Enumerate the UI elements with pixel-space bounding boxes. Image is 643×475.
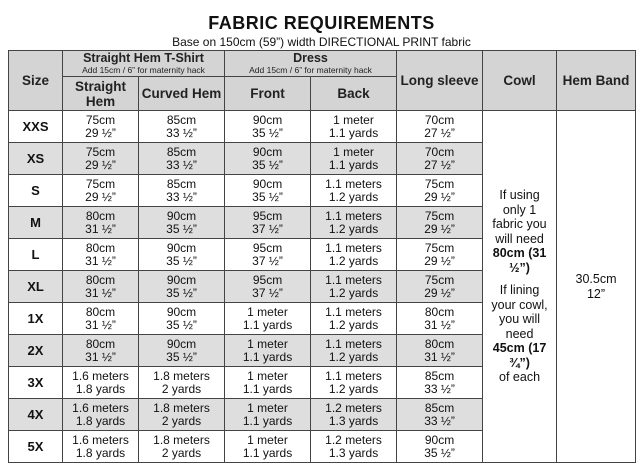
header-dress-group-label: Dress: [293, 51, 328, 65]
curved-hem-cell: [139, 399, 225, 431]
page-subtitle: Base on 150cm (59”) width DIRECTIONAL PRINT fabric: [172, 35, 471, 49]
back-cell: [311, 431, 397, 463]
curved-hem-primary: 90cm: [166, 208, 197, 223]
size-label: S: [9, 175, 63, 207]
back-secondary: 1.1 yards: [328, 125, 379, 140]
straight-hem-primary: 75cm: [85, 176, 116, 191]
size-label: XXS: [9, 111, 63, 143]
back-primary: 1.1 meters: [325, 272, 382, 287]
front-secondary: 1.1 yards: [242, 317, 293, 332]
straight-hem-secondary: 29 ½”: [85, 157, 116, 172]
front-primary: 90cm: [252, 144, 283, 159]
header-straight-hem: Straight Hem: [63, 77, 139, 111]
back-primary: 1.1 meters: [325, 240, 382, 255]
hem-band-cell: [557, 111, 636, 463]
curved-hem-cell: [139, 367, 225, 399]
back-primary: 1.1 meters: [325, 304, 382, 319]
curved-hem-secondary: 33 ½”: [166, 157, 197, 172]
straight-hem-primary: 80cm: [85, 208, 116, 223]
long-sleeve-secondary: 29 ½”: [424, 253, 455, 268]
long-sleeve-secondary: 29 ½”: [424, 189, 455, 204]
back-secondary: 1.2 yards: [328, 349, 379, 364]
back-secondary: 1.2 yards: [328, 221, 379, 236]
size-label: 1X: [9, 303, 63, 335]
front-secondary: 35 ½”: [252, 189, 283, 204]
long-sleeve-primary: 75cm: [424, 208, 455, 223]
back-primary: 1.1 meters: [325, 208, 382, 223]
long-sleeve-secondary: 33 ½”: [424, 381, 455, 396]
header-dress-note: Add 15cm / 6” for maternity hack: [249, 65, 372, 75]
table-row: [9, 111, 636, 143]
back-primary: 1 meter: [333, 144, 374, 159]
header-size: Size: [9, 51, 63, 111]
back-cell: [311, 399, 397, 431]
front-cell: [225, 207, 311, 239]
curved-hem-primary: 90cm: [166, 272, 197, 287]
straight-hem-cell: [63, 239, 139, 271]
back-cell: [311, 175, 397, 207]
cowl-note-cell: [483, 111, 557, 463]
back-secondary: 1.2 yards: [328, 381, 379, 396]
front-cell: [225, 143, 311, 175]
hem-band-imperial: 12”: [586, 286, 606, 301]
curved-hem-cell: [139, 303, 225, 335]
curved-hem-secondary: 35 ½”: [166, 349, 197, 364]
front-primary: 95cm: [252, 240, 283, 255]
back-secondary: 1.3 yards: [328, 413, 379, 428]
front-secondary: 1.1 yards: [242, 381, 293, 396]
long-sleeve-primary: 85cm: [424, 368, 455, 383]
long-sleeve-secondary: 33 ½”: [424, 413, 455, 428]
cowl-line-3: of each: [499, 370, 541, 385]
long-sleeve-cell: [397, 303, 483, 335]
size-label: 3X: [9, 367, 63, 399]
cowl-amount-1: 80cm (31 ½”): [492, 246, 547, 275]
size-label: 4X: [9, 399, 63, 431]
long-sleeve-primary: 75cm: [424, 272, 455, 287]
back-secondary: 1.1 yards: [328, 157, 379, 172]
straight-hem-secondary: 31 ½”: [85, 317, 116, 332]
long-sleeve-secondary: 31 ½”: [424, 349, 455, 364]
long-sleeve-primary: 75cm: [424, 240, 455, 255]
long-sleeve-cell: [397, 431, 483, 463]
straight-hem-cell: [63, 207, 139, 239]
long-sleeve-cell: [397, 335, 483, 367]
size-label: 2X: [9, 335, 63, 367]
back-secondary: 1.3 yards: [328, 445, 379, 460]
back-cell: [311, 335, 397, 367]
back-cell: [311, 367, 397, 399]
back-secondary: 1.2 yards: [328, 253, 379, 268]
straight-hem-secondary: 31 ½”: [85, 349, 116, 364]
straight-hem-cell: [63, 175, 139, 207]
long-sleeve-primary: 80cm: [424, 304, 455, 319]
back-primary: 1 meter: [333, 112, 374, 127]
long-sleeve-primary: 85cm: [424, 400, 455, 415]
front-primary: 1 meter: [247, 368, 288, 383]
fabric-requirements-table: [8, 50, 636, 463]
long-sleeve-cell: [397, 111, 483, 143]
straight-hem-primary: 80cm: [85, 304, 116, 319]
front-secondary: 1.1 yards: [242, 413, 293, 428]
long-sleeve-secondary: 29 ½”: [424, 221, 455, 236]
header-dress: [225, 51, 397, 77]
curved-hem-cell: [139, 239, 225, 271]
header-curved-hem: Curved Hem: [139, 77, 225, 111]
long-sleeve-secondary: 27 ½”: [424, 157, 455, 172]
back-primary: 1.2 meters: [325, 400, 382, 415]
curved-hem-cell: [139, 143, 225, 175]
front-secondary: 37 ½”: [252, 285, 283, 300]
curved-hem-cell: [139, 335, 225, 367]
long-sleeve-primary: 90cm: [424, 432, 455, 447]
front-primary: 1 meter: [247, 400, 288, 415]
front-primary: 1 meter: [247, 304, 288, 319]
straight-hem-primary: 80cm: [85, 240, 116, 255]
curved-hem-cell: [139, 111, 225, 143]
front-primary: 95cm: [252, 272, 283, 287]
front-cell: [225, 399, 311, 431]
straight-hem-primary: 75cm: [85, 112, 116, 127]
front-primary: 90cm: [252, 176, 283, 191]
curved-hem-primary: 1.8 meters: [153, 400, 210, 415]
curved-hem-primary: 90cm: [166, 240, 197, 255]
straight-hem-secondary: 29 ½”: [85, 125, 116, 140]
front-secondary: 35 ½”: [252, 125, 283, 140]
long-sleeve-cell: [397, 271, 483, 303]
back-primary: 1.2 meters: [325, 432, 382, 447]
curved-hem-secondary: 2 yards: [161, 445, 202, 460]
curved-hem-secondary: 33 ½”: [166, 125, 197, 140]
straight-hem-primary: 80cm: [85, 272, 116, 287]
curved-hem-secondary: 35 ½”: [166, 253, 197, 268]
straight-hem-cell: [63, 399, 139, 431]
front-secondary: 37 ½”: [252, 253, 283, 268]
header-hem-band: Hem Band: [557, 51, 636, 111]
table-body: [9, 111, 636, 463]
back-cell: [311, 303, 397, 335]
size-label: L: [9, 239, 63, 271]
header-cowl: Cowl: [483, 51, 557, 111]
back-cell: [311, 111, 397, 143]
front-cell: [225, 175, 311, 207]
long-sleeve-primary: 70cm: [424, 112, 455, 127]
long-sleeve-primary: 70cm: [424, 144, 455, 159]
straight-hem-primary: 1.6 meters: [72, 400, 129, 415]
long-sleeve-primary: 75cm: [424, 176, 455, 191]
curved-hem-cell: [139, 431, 225, 463]
size-label: 5X: [9, 431, 63, 463]
curved-hem-cell: [139, 175, 225, 207]
page-title: FABRIC REQUIREMENTS: [208, 13, 435, 33]
front-primary: 95cm: [252, 208, 283, 223]
back-cell: [311, 207, 397, 239]
size-label: XL: [9, 271, 63, 303]
long-sleeve-cell: [397, 175, 483, 207]
long-sleeve-secondary: 29 ½”: [424, 285, 455, 300]
long-sleeve-cell: [397, 143, 483, 175]
straight-hem-cell: [63, 303, 139, 335]
straight-hem-secondary: 1.8 yards: [75, 413, 126, 428]
straight-hem-primary: 80cm: [85, 336, 116, 351]
straight-hem-secondary: 1.8 yards: [75, 381, 126, 396]
hem-band-metric: 30.5cm: [575, 272, 617, 286]
curved-hem-primary: 85cm: [166, 112, 197, 127]
front-cell: [225, 335, 311, 367]
straight-hem-primary: 75cm: [85, 144, 116, 159]
front-primary: 1 meter: [247, 432, 288, 447]
curved-hem-secondary: 33 ½”: [166, 189, 197, 204]
straight-hem-cell: [63, 271, 139, 303]
header-long-sleeve: Long sleeve: [397, 51, 483, 111]
header-straight-group-label: Straight Hem T-Shirt: [83, 51, 204, 65]
back-cell: [311, 143, 397, 175]
front-cell: [225, 367, 311, 399]
front-cell: [225, 111, 311, 143]
header-front: Front: [225, 77, 311, 111]
straight-hem-cell: [63, 111, 139, 143]
curved-hem-secondary: 35 ½”: [166, 285, 197, 300]
front-secondary: 35 ½”: [252, 157, 283, 172]
straight-hem-secondary: 1.8 yards: [75, 445, 126, 460]
long-sleeve-cell: [397, 399, 483, 431]
straight-hem-secondary: 31 ½”: [85, 285, 116, 300]
straight-hem-secondary: 29 ½”: [85, 189, 116, 204]
curved-hem-secondary: 35 ½”: [166, 221, 197, 236]
back-secondary: 1.2 yards: [328, 189, 379, 204]
curved-hem-primary: 90cm: [166, 304, 197, 319]
long-sleeve-secondary: 31 ½”: [424, 317, 455, 332]
front-secondary: 1.1 yards: [242, 445, 293, 460]
curved-hem-cell: [139, 271, 225, 303]
back-secondary: 1.2 yards: [328, 317, 379, 332]
curved-hem-cell: [139, 207, 225, 239]
long-sleeve-primary: 80cm: [424, 336, 455, 351]
back-secondary: 1.2 yards: [328, 285, 379, 300]
curved-hem-primary: 1.8 meters: [153, 432, 210, 447]
curved-hem-secondary: 2 yards: [161, 413, 202, 428]
back-primary: 1.1 meters: [325, 176, 382, 191]
long-sleeve-cell: [397, 239, 483, 271]
front-secondary: 1.1 yards: [242, 349, 293, 364]
front-cell: [225, 431, 311, 463]
straight-hem-cell: [63, 367, 139, 399]
long-sleeve-secondary: 27 ½”: [424, 125, 455, 140]
header-straight-note: Add 15cm / 6” for maternity hack: [82, 65, 205, 75]
long-sleeve-secondary: 35 ½”: [424, 445, 455, 460]
curved-hem-primary: 85cm: [166, 144, 197, 159]
size-label: XS: [9, 143, 63, 175]
back-cell: [311, 271, 397, 303]
straight-hem-primary: 1.6 meters: [72, 432, 129, 447]
header-straight-hem-tshirt: [63, 51, 225, 77]
cowl-line-2: If lining your cowl, you will need: [491, 283, 548, 341]
front-primary: 90cm: [252, 112, 283, 127]
long-sleeve-cell: [397, 207, 483, 239]
straight-hem-cell: [63, 143, 139, 175]
back-primary: 1.1 meters: [325, 336, 382, 351]
curved-hem-primary: 85cm: [166, 176, 197, 191]
cowl-line-1: If using only 1 fabric you will need: [492, 188, 547, 246]
curved-hem-secondary: 35 ½”: [166, 317, 197, 332]
cowl-amount-2: 45cm (17 ¾”): [492, 341, 547, 370]
front-primary: 1 meter: [247, 336, 288, 351]
back-primary: 1.1 meters: [325, 368, 382, 383]
front-secondary: 37 ½”: [252, 221, 283, 236]
straight-hem-secondary: 31 ½”: [85, 221, 116, 236]
front-cell: [225, 239, 311, 271]
back-cell: [311, 239, 397, 271]
curved-hem-primary: 1.8 meters: [153, 368, 210, 383]
curved-hem-primary: 90cm: [166, 336, 197, 351]
straight-hem-primary: 1.6 meters: [72, 368, 129, 383]
front-cell: [225, 303, 311, 335]
straight-hem-secondary: 31 ½”: [85, 253, 116, 268]
curved-hem-secondary: 2 yards: [161, 381, 202, 396]
straight-hem-cell: [63, 335, 139, 367]
size-label: M: [9, 207, 63, 239]
straight-hem-cell: [63, 431, 139, 463]
front-cell: [225, 271, 311, 303]
long-sleeve-cell: [397, 367, 483, 399]
header-back: Back: [311, 77, 397, 111]
